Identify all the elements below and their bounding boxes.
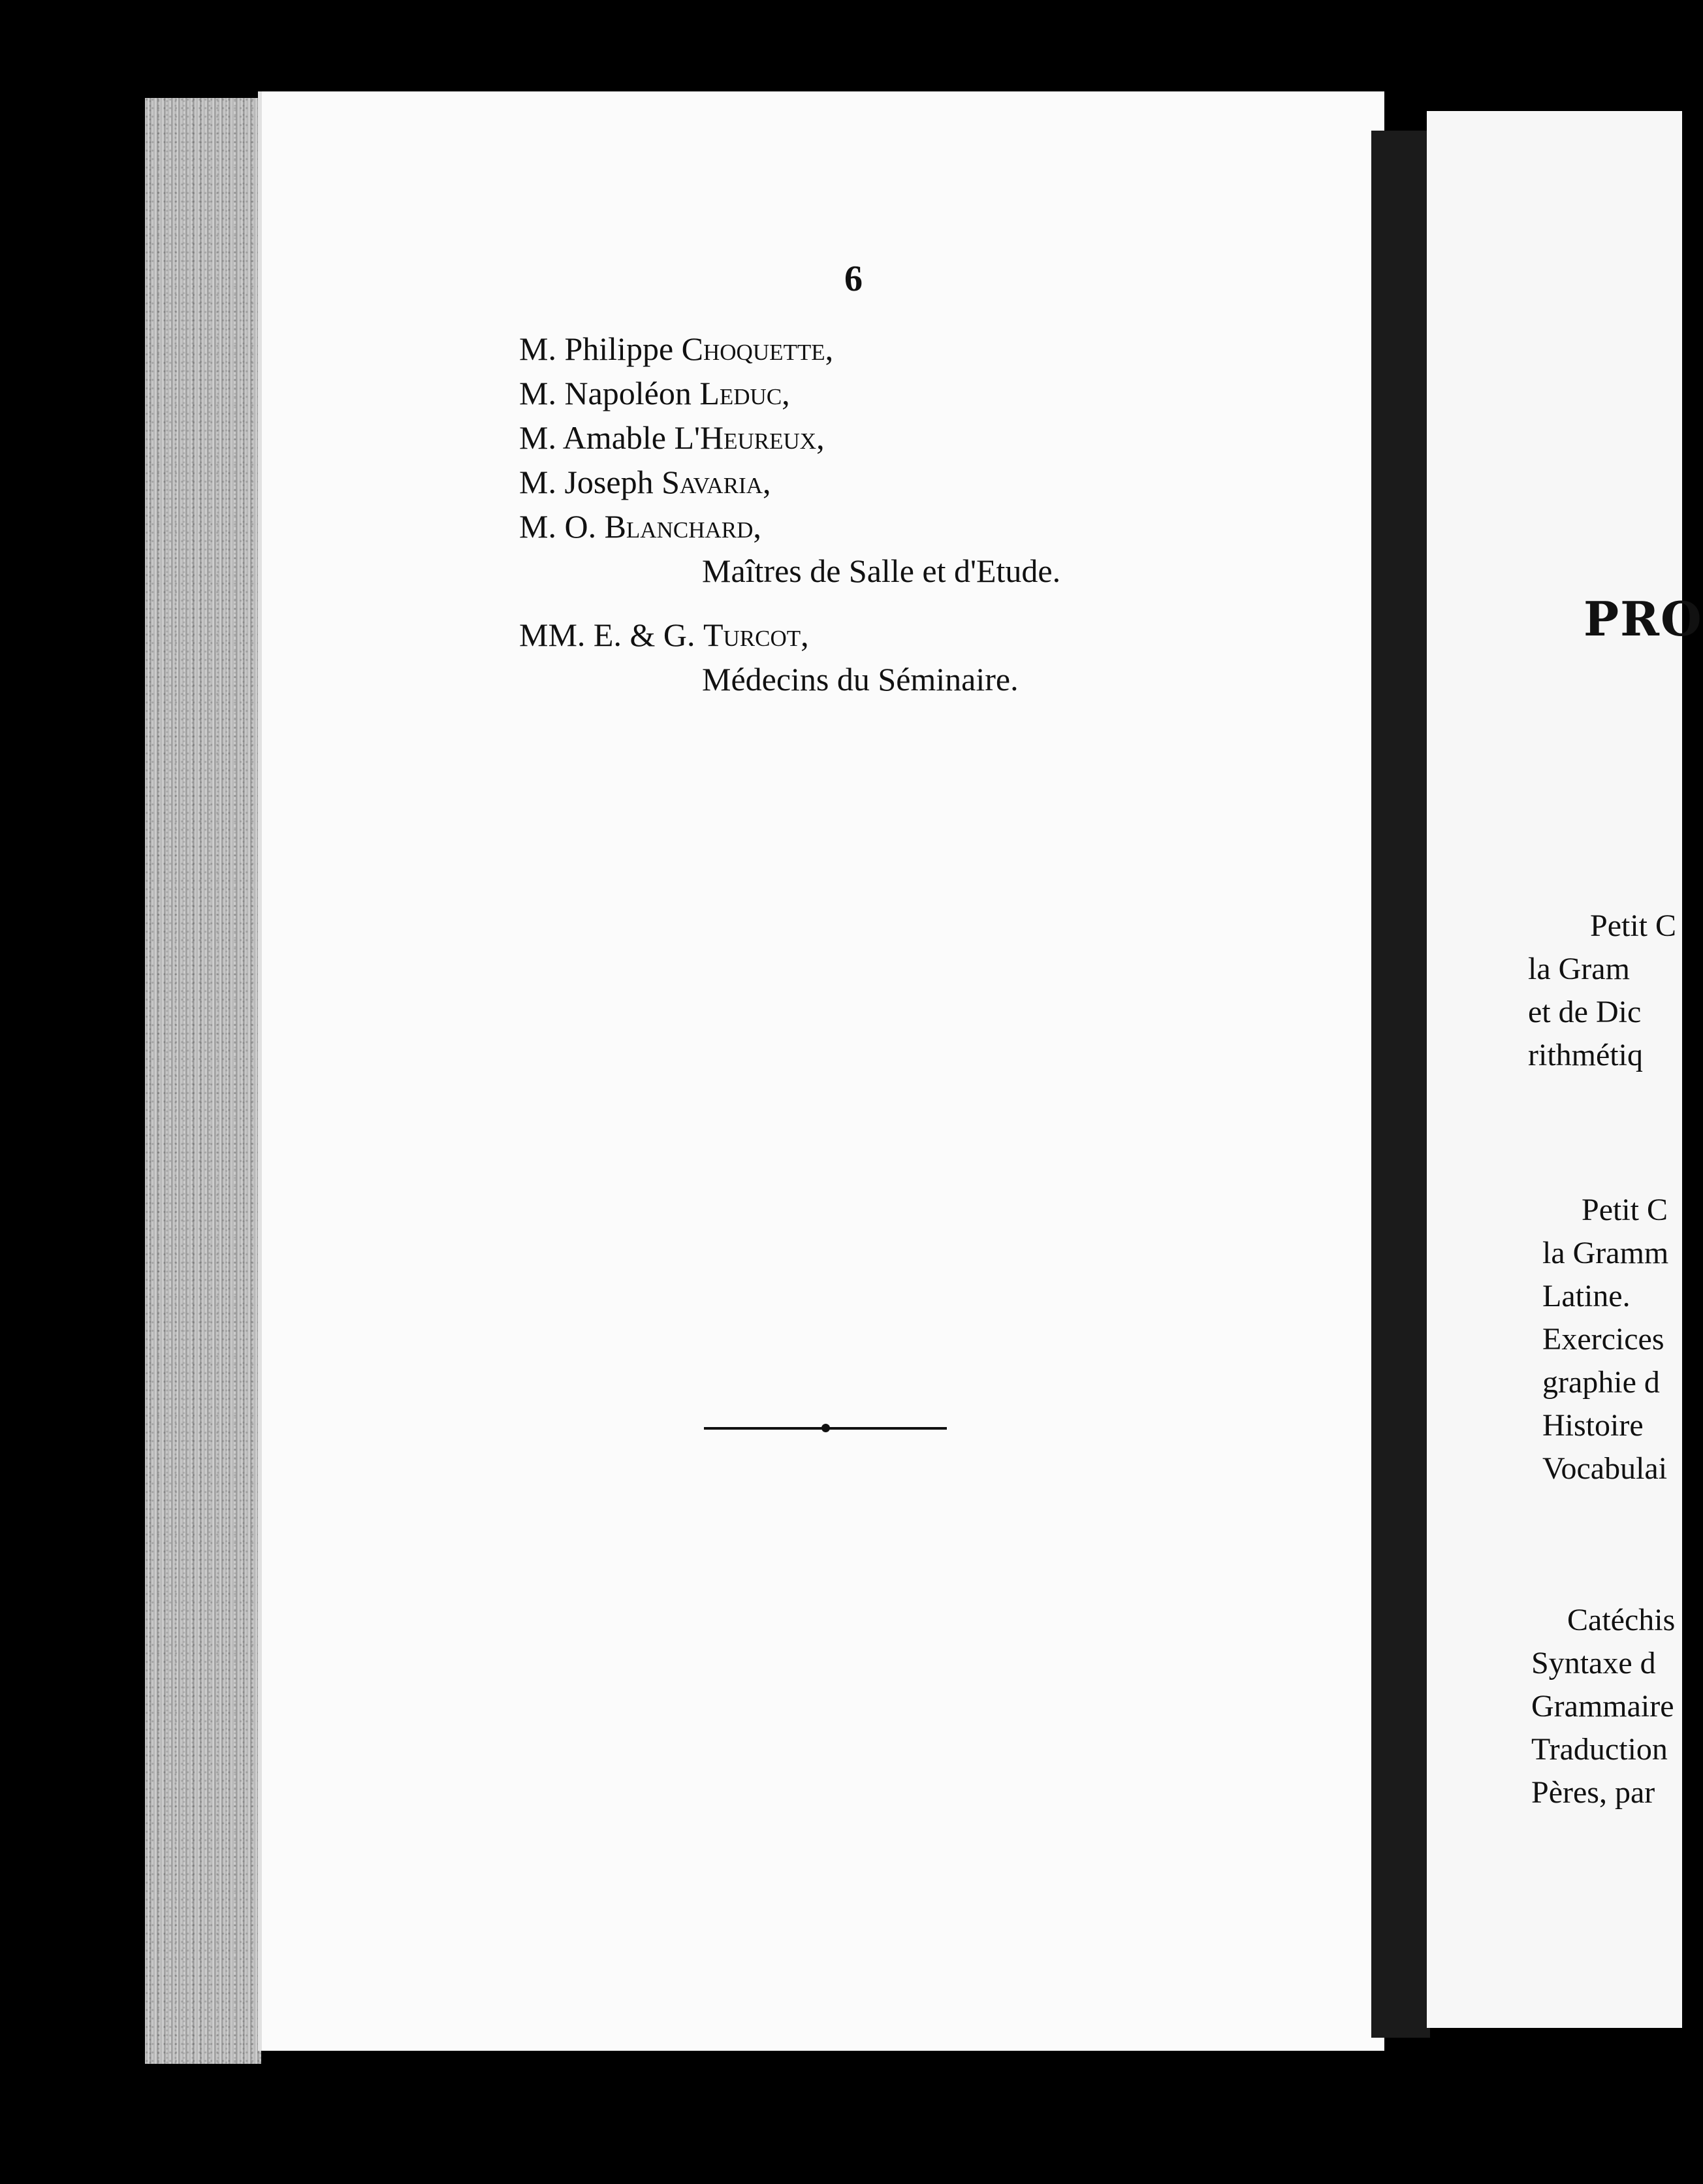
text-line: et de Dic bbox=[1528, 995, 1642, 1029]
book-gutter bbox=[1371, 131, 1430, 2038]
text-line: Traduction bbox=[1531, 1732, 1668, 1767]
role-title: Médecins du Séminaire. bbox=[702, 661, 1019, 698]
text-line: Pères, par bbox=[1531, 1775, 1655, 1810]
right-text-block bbox=[1542, 1189, 1668, 1490]
staff-line: M. Amable L'Heureux, bbox=[519, 419, 825, 456]
text-line: graphie d bbox=[1542, 1365, 1660, 1400]
staff-line: M. O. Blanchard, bbox=[519, 508, 761, 545]
text-line: Grammaire bbox=[1531, 1689, 1674, 1724]
text-line: Histoire bbox=[1542, 1408, 1644, 1443]
staff-line: M. Napoléon Leduc, bbox=[519, 375, 790, 411]
text-line: Exercices bbox=[1542, 1322, 1664, 1357]
text-line: la Gramm bbox=[1542, 1236, 1669, 1270]
staff-list bbox=[519, 327, 1368, 701]
divider-dot bbox=[821, 1424, 830, 1432]
text-line: Latine. bbox=[1542, 1279, 1631, 1313]
text-line: la Gram bbox=[1528, 952, 1630, 986]
text-line: Petit C bbox=[1582, 1193, 1668, 1227]
text-line: rithmétiq bbox=[1528, 1038, 1643, 1072]
right-text-block bbox=[1531, 1599, 1675, 1814]
role-title: Maîtres de Salle et d'Etude. bbox=[702, 553, 1061, 589]
page-number: 6 bbox=[844, 259, 863, 299]
text-line: Catéchis bbox=[1567, 1603, 1676, 1637]
text-line: Syntaxe d bbox=[1531, 1646, 1656, 1680]
text-line: Vocabulai bbox=[1542, 1451, 1668, 1486]
right-text-block bbox=[1528, 905, 1676, 1077]
page-edge bbox=[145, 98, 261, 2064]
right-page-heading: PRO bbox=[1584, 591, 1703, 647]
staff-line: M. Joseph Savaria, bbox=[519, 464, 771, 500]
doctors-line: MM. E. & G. Turcot, bbox=[519, 617, 809, 653]
staff-line: M. Philippe Choquette, bbox=[519, 330, 834, 367]
text-line: Petit C bbox=[1590, 908, 1677, 943]
